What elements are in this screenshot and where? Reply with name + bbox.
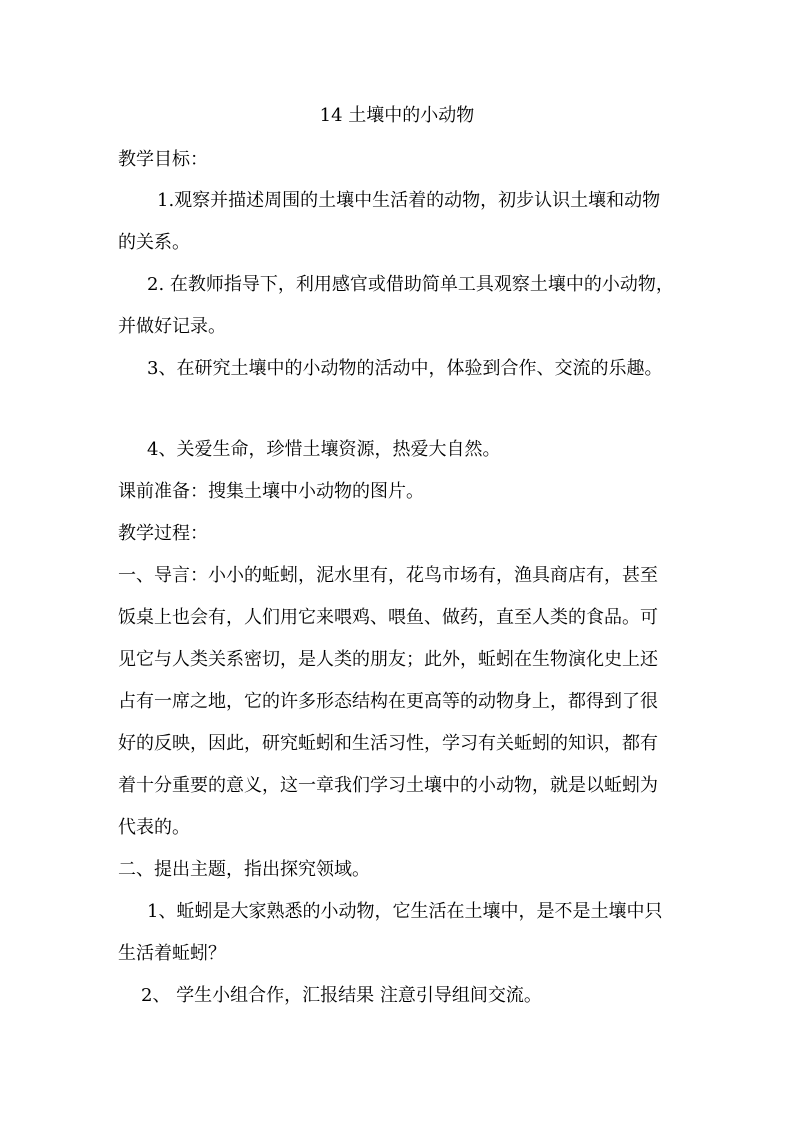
topic-2-line: 2、 学生小组合作，汇报结果 注意引导组间交流。 (141, 985, 542, 1006)
intro-line-4: 占有一席之地，它的许多形态结构在更高等的动物身上，都得到了很 (118, 691, 658, 712)
topic-heading: 二、提出主题，指出探究领域。 (118, 859, 370, 880)
objective-2-line-1: 2. 在教师指导下，利用感官或借助简单工具观察土壤中的小动物， (147, 274, 674, 295)
document-title: 14 土壤中的小动物 (319, 105, 475, 126)
objective-1-line-1: 1.观察并描述周围的土壤中生活着的动物，初步认识土壤和动物 (157, 190, 661, 211)
objective-4: 4、关爱生命，珍惜土壤资源，热爱大自然。 (147, 439, 501, 460)
intro-line-2: 饭桌上也会有，人们用它来喂鸡、喂鱼、做药，直至人类的食品。可 (118, 607, 658, 628)
objective-2-line-2: 并做好记录。 (118, 316, 226, 337)
intro-line-1: 一、导言：小小的蚯蚓，泥水里有，花鸟市场有，渔具商店有，甚至 (118, 565, 658, 586)
process-heading: 教学过程： (118, 523, 208, 544)
intro-line-5: 好的反映，因此，研究蚯蚓和生活习性，学习有关蚯蚓的知识，都有 (118, 733, 658, 754)
preparation-line: 课前准备：搜集土壤中小动物的图片。 (118, 481, 424, 502)
topic-1-line-1: 1、蚯蚓是大家熟悉的小动物，它生活在土壤中，是不是土壤中只 (147, 901, 663, 922)
intro-line-6: 着十分重要的意义，这一章我们学习土壤中的小动物，就是以蚯蚓为 (118, 775, 658, 796)
objective-3: 3、在研究土壤中的小动物的活动中，体验到合作、交流的乐趣。 (147, 358, 663, 379)
intro-line-7: 代表的。 (118, 817, 190, 838)
objective-1-line-2: 的关系。 (118, 232, 190, 253)
topic-1-line-2: 生活着蚯蚓？ (118, 943, 226, 964)
objectives-heading: 教学目标： (118, 149, 208, 170)
intro-line-3: 见它与人类关系密切，是人类的朋友；此外，蚯蚓在生物演化史上还 (118, 649, 658, 670)
